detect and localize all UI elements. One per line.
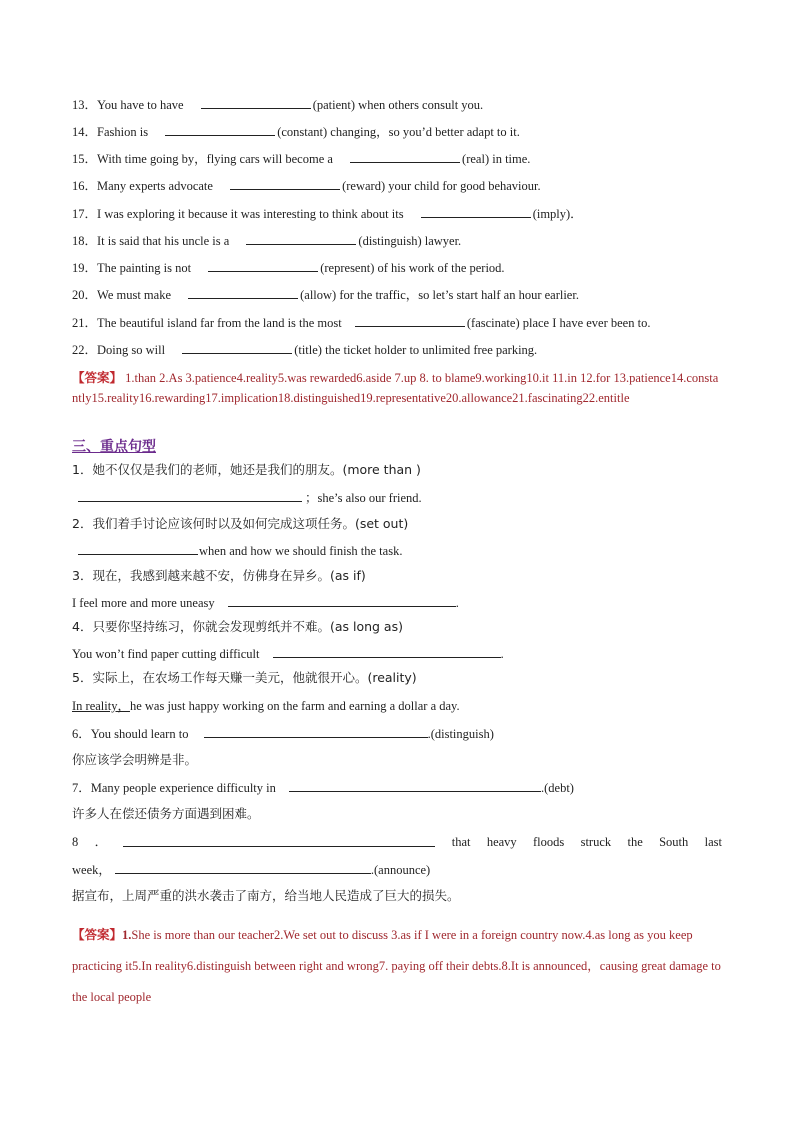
answer-blank[interactable] [273, 645, 501, 658]
exercise-13: 13．You have to have (patient) when others consult you. [72, 98, 484, 112]
sentence-1-answer: ；she’s also our friend. [72, 489, 422, 506]
exercise-20: 20．We must make (allow) for the traffic，so let’s start half an hour earlier. [72, 288, 579, 302]
sentence-6-prompt: 6．You should learn to .(distinguish) [72, 727, 494, 741]
sentence-5-answer: In reality，he was just happy working on the farm and earning a dollar a day. [72, 699, 460, 713]
sentence-3-answer: I feel more and more uneasy . [72, 596, 459, 610]
answer-blank[interactable] [182, 341, 292, 354]
sentence-4-prompt: 4．只要你坚持练习，你就会发现剪纸并不难。(as long as) [72, 619, 403, 634]
sentence-4-answer: You won’t find paper cutting difficult . [72, 647, 504, 661]
answer-blank[interactable] [246, 232, 356, 245]
answer-blank[interactable] [355, 314, 465, 327]
answer-blank[interactable] [78, 489, 302, 502]
answer-blank[interactable] [204, 725, 428, 738]
exercise-16: 16．Many experts advocate (reward) your child for good behaviour. [72, 179, 541, 193]
answer-blank[interactable] [208, 259, 318, 272]
exercise-21: 21．The beautiful island far from the land is the most (fascinate) place I have ever been to. [72, 316, 651, 330]
answer-blank[interactable] [228, 594, 456, 607]
answer-text: 1.than 2.As 3.patience4.reality5.was rewarded6.aside 7.up 8. to blame9.working10.it 11.in 12.for 13.patience14.constantly15.reality16.rewarding17.implication18.distinguished19.representative20.allowance21.fascinating22.entitle [72, 371, 719, 405]
exercise-18: 18．It is said that his uncle is a (distinguish) lawyer. [72, 234, 462, 248]
sentence-8-line-1: 8 ． that heavy floods struck the South last [72, 835, 722, 849]
answer-blank[interactable] [350, 150, 460, 163]
answer-blank[interactable] [421, 205, 531, 218]
answer-blank[interactable] [78, 542, 198, 555]
sentence-6-translation: 你应该学会明辨是非。 [72, 752, 198, 767]
answer-key-vocabulary [72, 368, 724, 408]
section-title: 三、重点句型 [72, 439, 156, 455]
answer-blank[interactable] [230, 177, 340, 190]
exercise-22: 22．Doing so will (title) the ticket holder to unlimited free parking. [72, 343, 538, 357]
sentence-7-prompt: 7．Many people experience difficulty in .(debt) [72, 781, 574, 795]
answer-blank[interactable] [289, 779, 541, 792]
answer-blank[interactable] [165, 123, 275, 136]
answer-key-sentences: 【答案】1.She is more than our teacher2.We set out to discuss 3.as if I were in a foreign country now.4.as long as you keep practicing it5.In reality6.distinguish between right and wrong7. paying off their debts.8.It is announced，causing great damage to the local people [72, 928, 721, 1004]
answer-blank[interactable] [115, 861, 371, 874]
sentence-8-line-2: week， .(announce) [72, 863, 431, 877]
exercise-19: 19．The painting is not (represent) of his work of the period. [72, 261, 505, 275]
exercise-15: 15．With time going by，flying cars will become a (real) in time. [72, 152, 531, 166]
sentence-2-answer: when and how we should finish the task. [72, 542, 402, 559]
answer-text: She is more than our teacher2.We set out to discuss 3.as if I were in a foreign country now.4.as long as you keep practicing it5.In reality6.distinguish between right and wrong7. paying off their debts.8.It is announced，causing great damage to the local people [72, 928, 721, 1004]
sentence-7-translation: 许多人在偿还债务方面遇到困难。 [72, 806, 260, 821]
answer-blank[interactable] [188, 286, 298, 299]
answer-tag: 【答案】 [72, 928, 123, 942]
answer-blank[interactable] [123, 834, 435, 847]
underlined-answer: In reality， [72, 699, 130, 713]
exercise-14: 14．Fashion is (constant) changing，so you’d better adapt to it. [72, 125, 520, 139]
answer-tag: 【答案】 [72, 371, 123, 385]
answer-blank[interactable] [201, 96, 311, 109]
exercise-17: 17．I was exploring it because it was interesting to think about its (imply)． [72, 207, 583, 221]
sentence-3-prompt: 3．现在，我感到越来越不安，仿佛身在异乡。(as if) [72, 568, 366, 583]
sentence-1-prompt: 1．她不仅仅是我们的老师，她还是我们的朋友。(more than ) [72, 462, 421, 477]
sentence-5-prompt: 5．实际上，在农场工作每天赚一美元，他就很开心。(reality) [72, 670, 417, 685]
sentence-8-translation: 据宣布，上周严重的洪水袭击了南方，给当地人民造成了巨大的损失。 [72, 888, 460, 903]
sentence-2-prompt: 2．我们着手讨论应该何时以及如何完成这项任务。(set out) [72, 516, 409, 531]
